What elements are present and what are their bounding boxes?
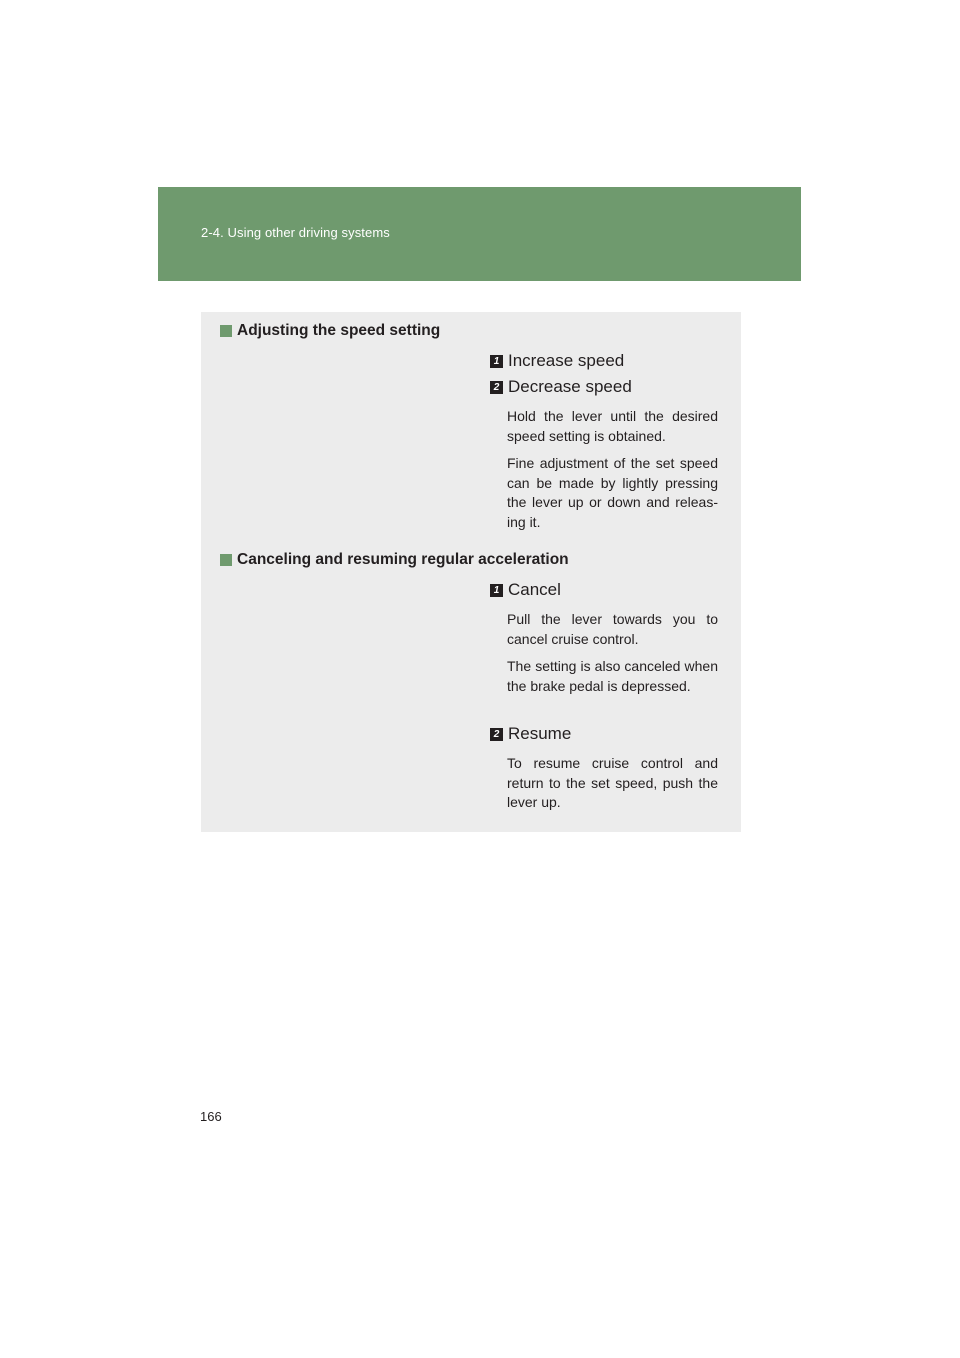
item-resume <box>490 724 571 744</box>
description-paragraph: To resume cruise control and return to the set speed, push the lever up. <box>507 755 718 810</box>
section-heading-adjusting <box>220 322 440 340</box>
item-label: Increase speed <box>508 351 625 370</box>
description-paragraph: Hold the lever until the desired speed setting is obtained. <box>507 408 718 444</box>
number-1-icon: 1 <box>490 584 503 597</box>
square-bullet-icon <box>220 325 232 337</box>
item-decrease-speed <box>490 377 632 397</box>
section-title: 2-4. Using other driving systems <box>201 225 390 240</box>
content-panel <box>201 312 741 832</box>
section-heading-canceling <box>220 551 569 569</box>
heading-text: Adjusting the speed setting <box>237 322 441 339</box>
item-label: Decrease speed <box>508 377 632 396</box>
square-bullet-icon <box>220 554 232 566</box>
number-1-icon: 1 <box>490 355 503 368</box>
number-2-icon: 2 <box>490 381 503 394</box>
description-paragraph: Fine adjustment of the set speed can be made by lightly pressing the lever up or down and releas-ing it. <box>507 455 718 530</box>
description-paragraph: Pull the lever towards you to cancel cruise control. <box>507 611 718 647</box>
page-number: 166 <box>200 1109 222 1124</box>
item-cancel <box>490 580 561 600</box>
section-header-bar <box>158 187 801 281</box>
description-paragraph: The setting is also canceled when the brake pedal is depressed. <box>507 658 718 694</box>
item-increase-speed <box>490 351 624 371</box>
number-2-icon: 2 <box>490 728 503 741</box>
heading-text: Canceling and resuming regular acceleration <box>237 551 569 568</box>
item-label: Cancel <box>508 580 561 599</box>
item-label: Resume <box>508 724 572 743</box>
